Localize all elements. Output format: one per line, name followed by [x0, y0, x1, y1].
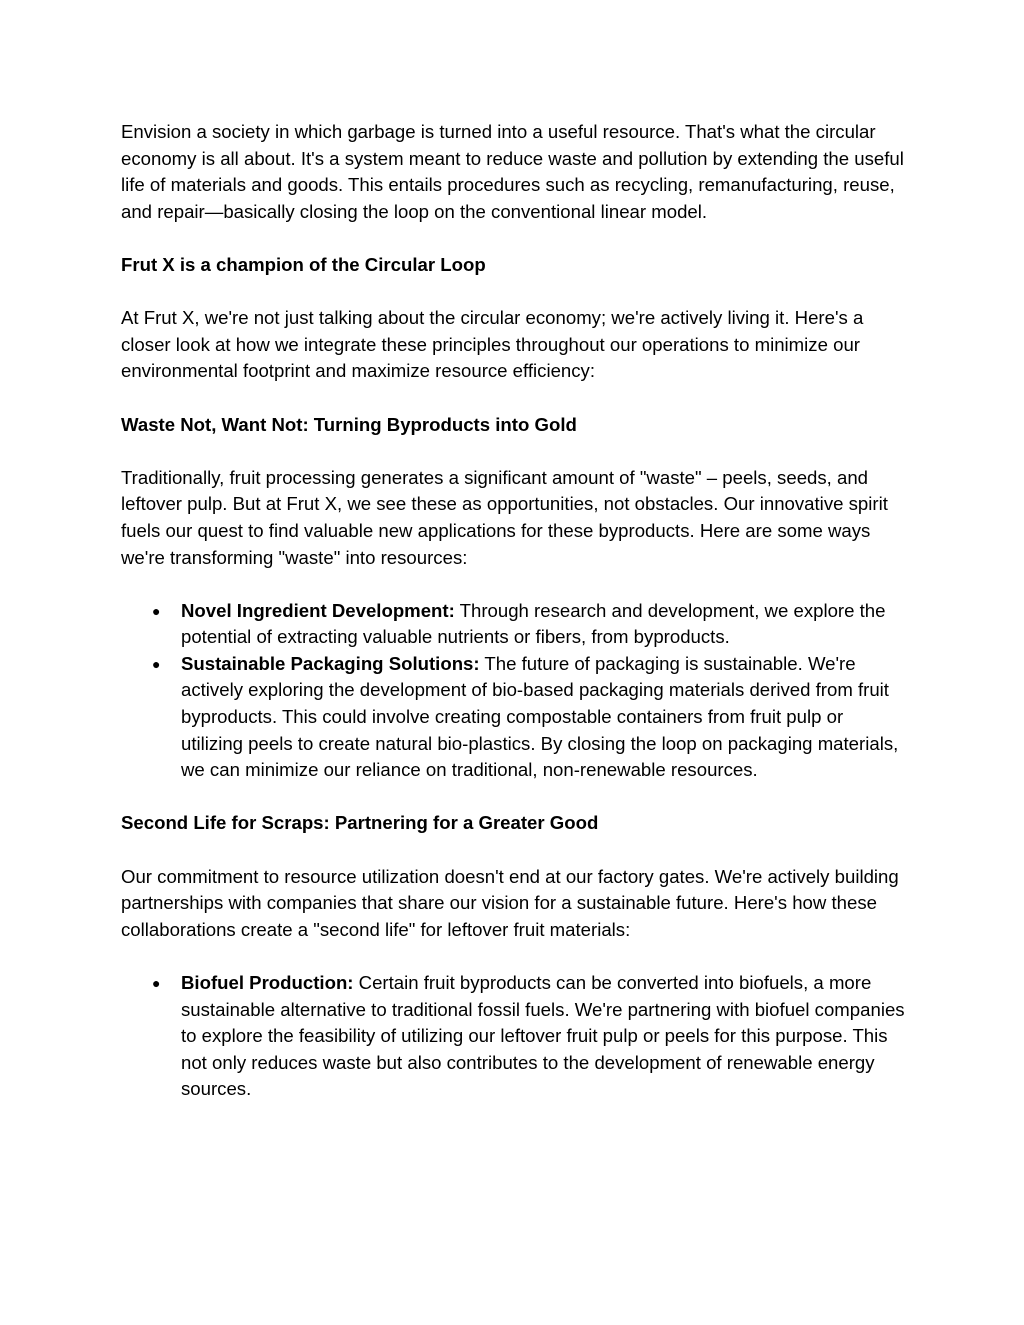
list-item — [121, 598, 906, 651]
section-body-second-life: Our commitment to resource utilization doesn't end at our factory gates. We're actively building partnerships with companies that share our vision for a sustainable future. Here's how these collaborations create a "second life" for leftover fruit materials: — [121, 865, 899, 940]
bullet-term: Biofuel Production: — [181, 972, 354, 993]
intro-paragraph: Envision a society in which garbage is turned into a useful resource. That's what the circular economy is all about. It's a system meant to reduce waste and pollution by extending the useful life of materials and goods. This entails procedures such as recycling, remanufacturing, reuse, and repair—basically closing the loop on the conventional linear model. — [121, 121, 904, 222]
bullet-icon: ● — [152, 655, 161, 672]
bullet-term: Novel Ingredient Development: — [181, 599, 455, 621]
section-heading-waste-not: Waste Not, Want Not: Turning Byproducts into Gold — [121, 413, 577, 435]
bullet-icon: ● — [152, 975, 161, 991]
section-heading-second-life: Second Life for Scraps: Partnering for a Greater Good — [121, 812, 599, 834]
bullet-text: The future of packaging is sustainable. We're actively exploring the development of bio-based packaging materials derived from fruit byproducts. This could involve creating compostable containers from fruit pulp or utilizing peels to create natural bio-plastics. By closing the loop on packaging materials, we can minimize our reliance on traditional, non-renewable resources. — [181, 652, 899, 781]
section-body-circular-loop: At Frut X, we're not just talking about the circular economy; we're actively living it. Here's a closer look at how we integrate these principles throughout our operations to minimize our environmental footprint and maximize resource efficiency: — [121, 307, 864, 382]
bullet-list-waste-not — [121, 598, 906, 784]
bullet-text: Certain fruit byproducts can be converted into biofuels, a more sustainable alternative to traditional fossil fuels. We're partnering with biofuel companies to explore the feasibility of utilizing our leftover fruit pulp or peels for this purpose. This not only reduces waste but also contributes to the development of renewable energy sources. — [181, 972, 905, 1100]
bullet-text: Through research and development, we explore the potential of extracting valuable nutrients or fibers, from byproducts. — [181, 599, 886, 648]
section-heading-circular-loop: Frut X is a champion of the Circular Loop — [121, 253, 486, 275]
bullet-list-second-life — [121, 970, 906, 1103]
document-page — [121, 119, 906, 1130]
bullet-icon: ● — [152, 602, 161, 619]
section-body-waste-not: Traditionally, fruit processing generates a significant amount of "waste" – peels, seeds, and leftover pulp. But at Frut X, we see these as opportunities, not obstacles. Our innovative spirit fuels our quest to find valuable new applications for these byproducts. Here are some ways we're transforming "waste" into resources: — [121, 466, 888, 568]
list-item — [121, 651, 906, 784]
list-item — [121, 970, 906, 1103]
bullet-term: Sustainable Packaging Solutions: — [181, 652, 480, 674]
